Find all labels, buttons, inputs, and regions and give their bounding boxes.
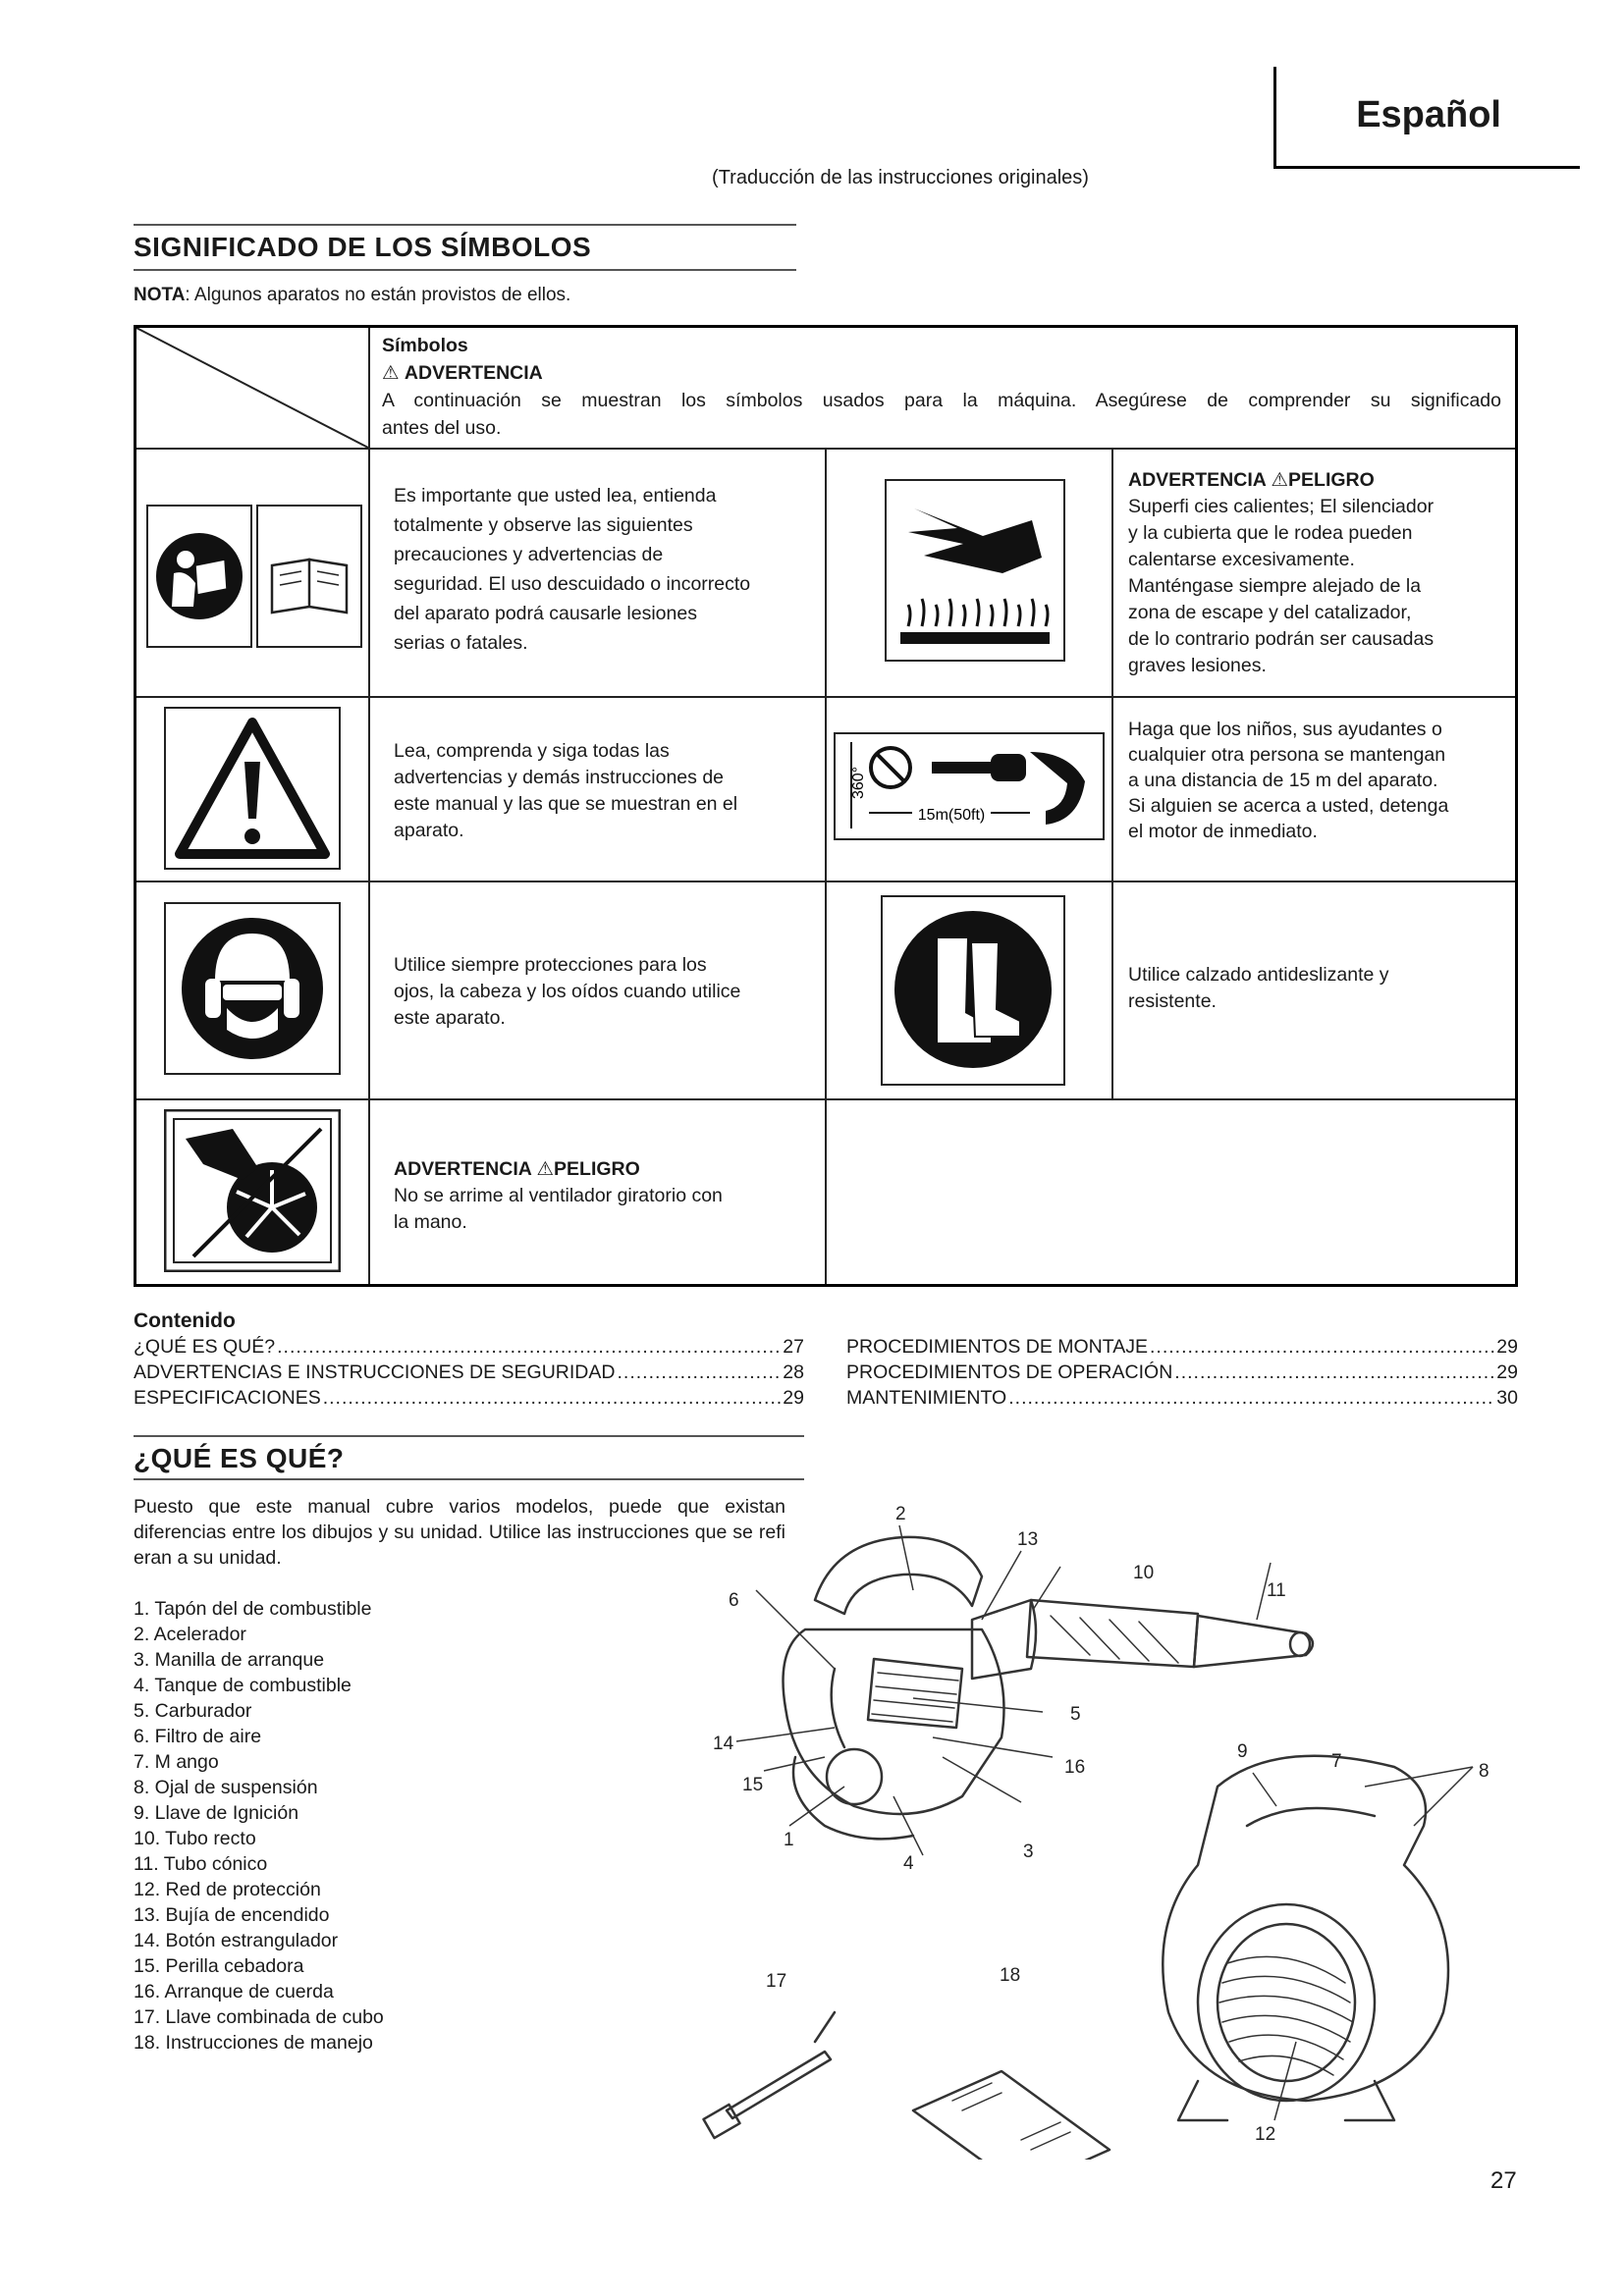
safety-boots-icon [881,895,1065,1086]
toc-label: ¿QUÉ ES QUÉ? [134,1336,276,1358]
header-diagonal [136,328,368,448]
distance-line: Haga que los niños, sus ayudantes o [1128,719,1442,740]
fan-title-part-2: PELIGRO [554,1158,640,1180]
part-item: 13. Bujía de encendido [134,1904,330,1926]
read-manual-line: seguridad. El uso descuidado o incorrecto [394,573,751,595]
callout-5: 5 [1070,1704,1081,1725]
hot-title-part: ADVERTENCIA [1128,469,1267,491]
warning-triangle-icon: ⚠ [1271,469,1289,491]
hot-surface-line: zona de escape y del catalizador, [1128,602,1412,623]
toc-left-column [134,1334,804,1411]
protection-text [394,952,740,1032]
distance-line: cualquier otra persona se mantengan [1128,744,1446,766]
part-item: 2. Acelerador [134,1624,246,1645]
note [134,285,570,306]
header-warning-label: ADVERTENCIA [404,362,543,384]
toc-page: 29 [1496,1362,1518,1383]
toc-page: 28 [783,1362,804,1383]
part-item: 9. Llave de Ignición [134,1802,299,1824]
rotating-fan-icon [164,1109,341,1272]
callout-14: 14 [713,1734,734,1754]
protection-line: este aparato. [394,1007,506,1029]
section-rule-bottom [134,269,796,271]
toc-dots [277,1334,781,1360]
toc-label: ESPECIFICACIONES [134,1387,321,1409]
callout-9: 9 [1237,1741,1248,1762]
toc-entry [846,1334,1518,1360]
table-grid-line [1111,448,1113,1098]
part-item: 17. Llave combinada de cubo [134,2006,384,2028]
part-item: 12. Red de protección [134,1879,321,1900]
callout-16: 16 [1064,1757,1086,1778]
table-grid-line [825,448,827,1284]
fan-title [394,1156,723,1183]
hot-surface-title [1128,467,1434,494]
fan-title-part: ADVERTENCIA [394,1158,532,1180]
section-rule-top [134,1435,804,1437]
callout-15: 15 [742,1775,764,1795]
toc-page: 30 [1496,1387,1518,1409]
read-manual-line: del aparato podrá causarle lesiones [394,603,697,624]
hot-surface-line: Superfi cies calientes; El silenciador [1128,496,1435,517]
whats-what-title: ¿QUÉ ES QUÉ? [134,1443,345,1473]
hot-surface-text [1128,467,1434,679]
toc-right-column [846,1334,1518,1411]
read-manual-line: totalmente y observe las siguientes [394,514,693,536]
contents-title: Contenido [134,1309,236,1332]
callout-4: 4 [903,1853,914,1874]
toc-label: ADVERTENCIAS E INSTRUCCIONES DE SEGURIDAD [134,1362,616,1383]
distance-degree-label: 360° [850,766,867,799]
whats-what-intro: Puesto que este manual cubre varios modelos, puede que existan diferencias entre los dibujos y su unidad. Utilice las instrucciones que se refi eran a su unidad. [134,1496,785,1569]
general-warning-line: este manual y las que se muestran en el [394,793,738,815]
toc-entry [846,1385,1518,1411]
part-item: 1. Tapón del de combustible [134,1598,372,1620]
section-rule-top [134,224,796,226]
hot-surface-line: Manténgase siempre alejado de la [1128,575,1422,597]
translation-subtitle: (Traducción de las instrucciones originales) [712,167,1089,188]
distance-line: el motor de inmediato. [1128,821,1318,842]
protective-gear-icon [164,902,341,1075]
general-warning-icon [164,707,341,870]
language-label: Español [1356,94,1501,135]
fan-line: la mano. [394,1211,467,1233]
table-header-warning [382,359,543,388]
parts-list [134,1596,384,2056]
read-manual-line: serias o fatales. [394,632,528,654]
callout-6: 6 [729,1590,739,1611]
hot-surface-line: calentarse excesivamente. [1128,549,1355,570]
part-item: 4. Tanque de combustible [134,1675,352,1696]
callout-11: 11 [1267,1580,1286,1601]
blower-illustration [668,1472,1532,2160]
warning-triangle-icon: ⚠ [382,362,400,384]
callout-12: 12 [1255,2124,1276,2145]
distance-line: a una distancia de 15 m del aparato. [1128,770,1438,791]
callout-17: 17 [766,1971,787,1992]
toc-dots [1174,1360,1494,1385]
part-item: 7. M ango [134,1751,219,1773]
protection-line: Utilice siempre protecciones para los [394,954,707,976]
protection-line: ojos, la cabeza y los oídos cuando utilice [394,981,741,1002]
part-item: 15. Perilla cebadora [134,1955,304,1977]
general-warning-text [394,738,737,844]
read-manual-line: Es importante que usted lea, entienda [394,485,717,507]
toc-entry [134,1385,804,1411]
distance-text [1128,717,1448,844]
toc-dots [1150,1334,1494,1360]
footwear-text [1128,962,1389,1015]
callout-7: 7 [1331,1751,1342,1772]
distance-line: Si alguien se acerca a usted, detenga [1128,795,1449,817]
part-item: 5. Carburador [134,1700,252,1722]
general-warning-line: aparato. [394,820,464,841]
hot-title-part-2: PELIGRO [1288,469,1375,491]
part-item: 8. Ojal de suspensión [134,1777,318,1798]
keep-distance-icon [834,732,1105,840]
read-manual-text [394,481,750,658]
note-label: NOTA [134,285,186,305]
part-item: 11. Tubo cónico [134,1853,268,1875]
toc-page: 27 [783,1336,804,1358]
fan-text [394,1156,723,1236]
table-grid-line [368,328,370,1284]
part-item: 16. Arranque de cuerda [134,1981,334,2002]
callout-13: 13 [1017,1529,1039,1550]
toc-page: 29 [1496,1336,1518,1358]
hot-surface-line: y la cubierta que le rodea pueden [1128,522,1413,544]
general-warning-line: advertencias y demás instrucciones de [394,767,725,788]
part-item: 3. Manilla de arranque [134,1649,325,1671]
part-item: 6. Filtro de aire [134,1726,262,1747]
toc-entry [134,1334,804,1360]
warning-triangle-icon: ⚠ [536,1158,555,1180]
language-box [1273,67,1580,169]
general-warning-line: Lea, comprenda y siga todas las [394,740,670,762]
toc-dots [323,1385,782,1411]
toc-label: PROCEDIMIENTOS DE OPERACIÓN [846,1362,1173,1383]
callout-3: 3 [1023,1842,1034,1862]
read-manual-line: precauciones y advertencias de [394,544,664,565]
callout-2: 2 [895,1504,906,1524]
toc-entry [846,1360,1518,1385]
callout-10: 10 [1133,1563,1155,1583]
hot-surface-icon [885,479,1065,662]
hot-surface-line: de lo contrario podrán ser causadas [1128,628,1435,650]
page-number: 27 [1490,2167,1517,2194]
toc-label: MANTENIMIENTO [846,1387,1007,1409]
callout-8: 8 [1479,1761,1489,1782]
part-item: 18. Instrucciones de manejo [134,2032,373,2054]
distance-label: 15m(50ft) [917,807,986,824]
callout-1: 1 [784,1830,794,1850]
note-text: : Algunos aparatos no están provistos de ellos. [185,285,571,305]
footwear-line: resistente. [1128,990,1217,1012]
toc-dots [1008,1385,1494,1411]
symbols-table [134,325,1518,1287]
toc-label: PROCEDIMIENTOS DE MONTAJE [846,1336,1148,1358]
table-header-title: Símbolos [382,335,468,356]
footwear-line: Utilice calzado antideslizante y [1128,964,1389,986]
read-manual-icon [146,505,362,648]
callout-18: 18 [1000,1965,1021,1986]
toc-dots [617,1360,781,1385]
toc-page: 29 [783,1387,804,1409]
part-item: 10. Tubo recto [134,1828,256,1849]
symbols-section-title: SIGNIFICADO DE LOS SÍMBOLOS [134,232,592,262]
table-header-text-1: A continuación se muestran los símbolos usados para la máquina. Asegúrese de comprender su significado [382,390,1501,411]
fan-line: No se arrime al ventilador giratorio con [394,1185,723,1206]
hot-surface-line: graves lesiones. [1128,655,1267,676]
toc-entry [134,1360,804,1385]
table-header-text-2: antes del uso. [382,417,502,439]
part-item: 14. Botón estrangulador [134,1930,339,1951]
